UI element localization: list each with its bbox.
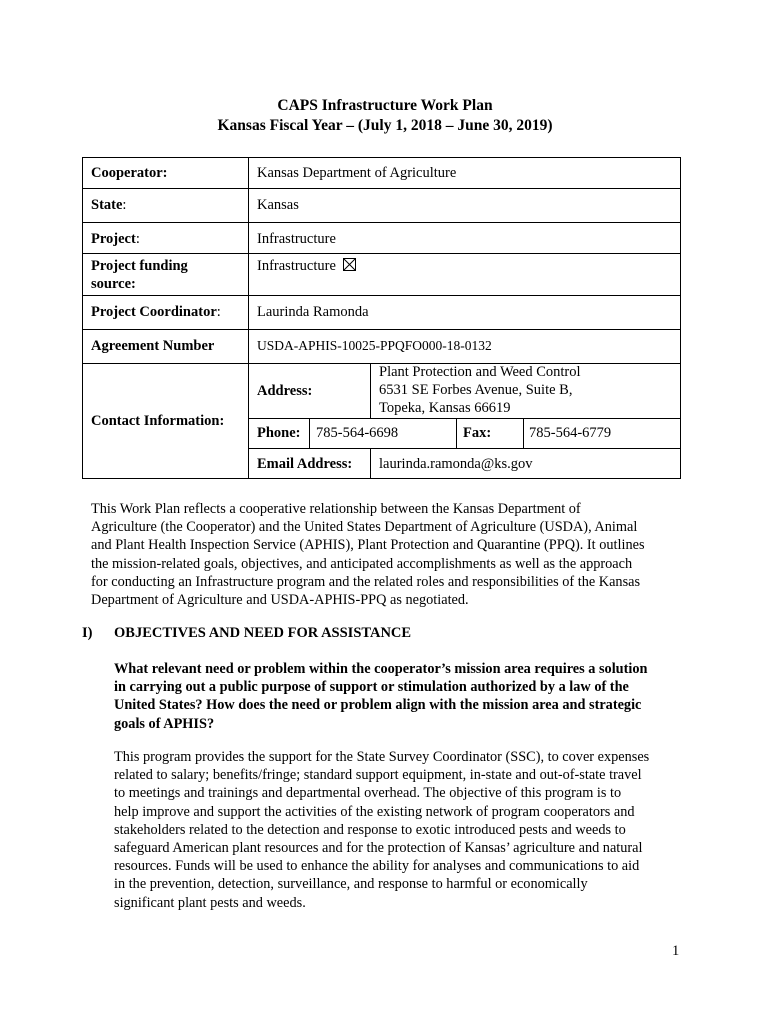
body-line: to meetings and trainings and departmental overhead. The objective of this program is to [114, 785, 622, 802]
fax-label: Fax: [463, 425, 492, 441]
info-table [82, 157, 681, 479]
body-line: resources. Funds will be used to enhance the ability for analyses and communications to aid [114, 858, 640, 875]
row-divider [83, 188, 680, 189]
fax-value: 785-564-6779 [529, 425, 612, 441]
state-label: State: [91, 197, 127, 213]
page-number: 1 [672, 943, 680, 959]
section-title: OBJECTIVES AND NEED FOR ASSISTANCE [114, 625, 412, 641]
funding-value-text: Infrastructure [257, 258, 336, 274]
column-divider [370, 448, 371, 478]
cooperator-label: Cooperator: [91, 165, 168, 181]
funding-label-line2: source: [91, 276, 136, 292]
body-line: safeguard American plant resources and for the protection of Kansas’ agriculture and natural [114, 840, 643, 857]
body-line: help improve and support the activities of the existing network of program cooperators and [114, 803, 635, 820]
section-number: I) [82, 625, 93, 641]
project-label-text: Project [91, 231, 136, 247]
column-divider [523, 418, 524, 448]
intro-line: the mission-related goals, objectives, and anticipated accomplishments as well as the approach [91, 555, 633, 572]
coordinator-label-text: Project Coordinator [91, 304, 217, 320]
email-value: laurinda.ramonda@ks.gov [379, 456, 533, 472]
intro-paragraph [91, 500, 645, 609]
agreement-value: USDA-APHIS-10025-PPQFO000-18-0132 [257, 338, 492, 353]
intro-line: Agriculture (the Cooperator) and the United States Department of Agriculture (USDA), Animal [91, 519, 638, 536]
address-line-3: Topeka, Kansas 66619 [379, 400, 511, 416]
question-line: goals of APHIS? [114, 715, 215, 732]
coordinator-label: Project Coordinator: [91, 304, 221, 320]
body-line: in the prevention, detection, surveillance, and response to harmful or economically [114, 876, 588, 893]
email-label: Email Address: [257, 456, 353, 472]
row-divider [248, 448, 680, 449]
body-paragraph [114, 748, 649, 912]
row-divider [83, 329, 680, 330]
page-title: CAPS Infrastructure Work Plan [277, 97, 493, 114]
body-line: significant plant pests and weeds. [114, 894, 306, 911]
question-paragraph [114, 660, 647, 733]
checked-box-icon[interactable] [343, 258, 356, 271]
phone-label: Phone: [257, 425, 301, 441]
column-divider [309, 418, 310, 448]
state-label-text: State [91, 197, 123, 213]
address-line-2: 6531 SE Forbes Avenue, Suite B, [379, 382, 573, 398]
coordinator-value: Laurinda Ramonda [257, 304, 369, 320]
project-label: Project: [91, 231, 140, 247]
column-divider [248, 158, 249, 478]
question-line: United States? How does the need or problem align with the mission area and strategic [114, 697, 642, 714]
column-divider [370, 363, 371, 418]
question-line: in carrying out a public purpose of support or stimulation authorized by a law of the [114, 679, 629, 696]
row-divider [83, 222, 680, 223]
address-label: Address: [257, 383, 313, 399]
state-value: Kansas [257, 197, 299, 213]
page-subtitle: Kansas Fiscal Year – (July 1, 2018 – June 30, 2019) [217, 117, 553, 134]
project-value: Infrastructure [257, 231, 336, 247]
question-line: What relevant need or problem within the cooperator’s mission area requires a solution [114, 661, 648, 677]
agreement-label: Agreement Number [91, 338, 215, 354]
body-line: stakeholders related to the detection and response to exotic introduced pests and weeds to [114, 821, 626, 838]
row-divider [83, 295, 680, 296]
address-line-1: Plant Protection and Weed Control [379, 364, 581, 380]
cooperator-value: Kansas Department of Agriculture [257, 165, 457, 181]
intro-line: for conducting an Infrastructure program and the related roles and responsibilities of the Kansas [91, 573, 641, 590]
funding-value [257, 257, 356, 275]
funding-label-line1: Project funding [91, 258, 188, 274]
row-divider [248, 418, 680, 419]
intro-line: This Work Plan reflects a cooperative relationship between the Kansas Department of [91, 501, 581, 517]
contact-label: Contact Information: [91, 413, 225, 429]
row-divider [83, 253, 680, 254]
body-line: This program provides the support for the State Survey Coordinator (SSC), to cover expenses [114, 749, 650, 765]
intro-line: and Plant Health Inspection Service (APHIS), Plant Protection and Quarantine (PPQ). It outlines [91, 537, 645, 554]
column-divider [456, 418, 457, 448]
body-line: related to salary; benefits/fringe; standard support equipment, in-state and out-of-state travel [114, 767, 642, 784]
phone-value: 785-564-6698 [316, 425, 399, 441]
intro-line: Department of Agriculture and USDA-APHIS-PPQ as negotiated. [91, 592, 469, 609]
